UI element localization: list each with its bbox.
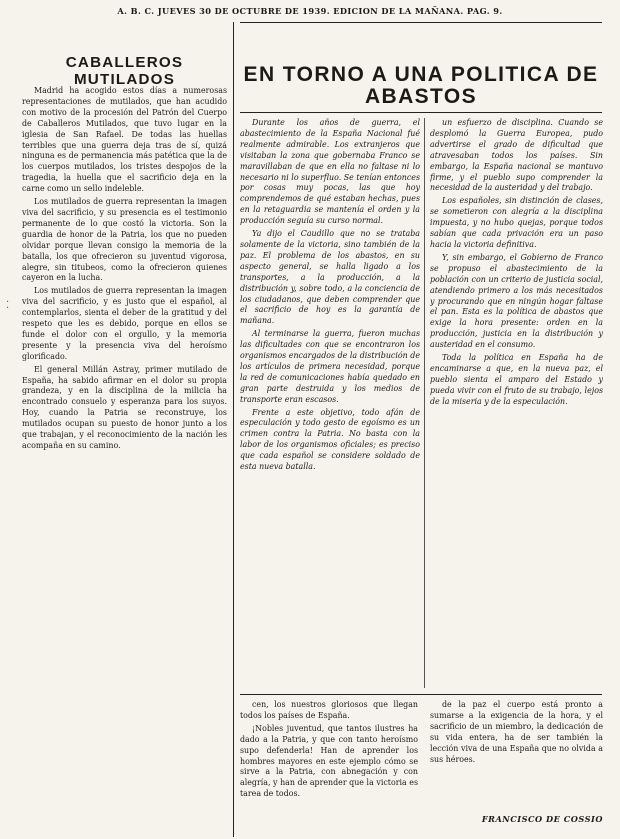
main-article-column-1	[240, 118, 420, 690]
bottom-rule	[240, 694, 602, 695]
left-paragraph: El general Millán Astray, primer mutilado de España, ha sabido afirmar en el dolor su propia grandeza, y en la disciplina de la milicia ha encontrado consuelo y esperanza para los suyos. Hoy, cuando la Patria se reconstruye, los mutilados ocupan su puesto de honor junto a los que trabajan, y el reconocimiento de la nación les acompaña en su camino.	[22, 364, 227, 450]
vertical-rule-left	[233, 22, 234, 837]
left-paragraph: Los mutilados de guerra representan la imagen viva del sacrificio, y su presencia es el testimonio permanente de lo que costó la victoria. Son la guardia de honor de la Patria, los que no pueden olvidar porque llevan consigo la memoria de la batalla, los que ofrecieron su juventud vigorosa, alegre, sin titubeos, como la ofrecieron quienes cayeron en la lucha.	[22, 197, 227, 283]
bottom-column-a	[240, 700, 418, 830]
main-paragraph: Durante los años de guerra, el abastecimiento de la España Nacional fué realmente admirable. Los extranjeros que visitaban la zona que gobernaba Franco se maravillaban de que en ella no faltase ni lo necesario ni lo superfluo. Se tenían entonces por cosas muy pocas, las que hoy comprendemos de qué estaban hechas, pues en la retaguardia se mantenía el orden y la producción seguía su curso normal.	[240, 118, 420, 226]
main-paragraph: Y, sin embargo, el Gobierno de Franco se propuso el abastecimiento de la población con un criterio de justicia social, atendiendo primero a los más necesitados y procurando que en ningún hogar faltase el pan. Esta es la política de abastos que exige la hora presente: orden en la producción, justicia en la distribución y austeridad en el consumo.	[430, 252, 603, 350]
left-paragraph: Madrid ha acogido estos días a numerosas representaciones de mutilados, que han acudido con motivo de la procesión del Patrón del Cuerpo de Caballeros Mutilados, que tuvo lugar en la iglesia de San Rafael. De todas las huellas terribles que una guerra deja tras de sí, quizá ninguna es de permanencia más patética que la de los cuerpos mutilados, los tristes despojos de la tragedia, la huella que el sacrificio deja en la carne como un sello indeleble.	[22, 86, 227, 194]
bottom-column-b	[430, 700, 603, 812]
left-article-body	[22, 86, 227, 832]
main-paragraph: Ya dijo el Caudillo que no se trataba solamente de la victoria, sino también de la paz. El problema de los abastos, en su aspecto general, se halla ligado a los transportes, a la producción, a la distribución y, sobre todo, a la conciencia de los ciudadanos, que deben comprender que el sacrificio de hoy es la garantía de mañana.	[240, 229, 420, 326]
bottom-paragraph: de la paz el cuerpo está pronto a sumarse a la exigencia de la hora, y el sacrificio de un miembro, la dedicación de su vida entera, ha de ser también la lección viva de una España que no olvida a sus héroes.	[430, 700, 603, 764]
main-paragraph: Los españoles, sin distinción de clases, se sometieron con alegría a la disciplina impuesta, y no hubo quejas, porque todos sabían que cada privación era un paso hacia la victoria definitiva.	[430, 196, 603, 249]
bottom-paragraph: cen, los nuestros gloriosos que llegan todos los países de España.	[240, 700, 418, 720]
main-paragraph: Toda la política en España ha de encaminarse a que, en la nueva paz, el pueblo sienta el amparo del Estado y pueda vivir con el fruto de su trabajo, lejos de la miseria y de la especulación.	[430, 353, 603, 406]
main-article-column-2	[430, 118, 603, 690]
headline-top-rule	[240, 22, 602, 23]
vertical-rule-mid	[424, 118, 425, 688]
main-paragraph: Frente a este objetivo, todo afán de especulación y todo gesto de egoísmo es un crimen contra la Patria. No basta con la labor de los organismos oficiales; es preciso que cada español se considere soldado de esta nueva batalla.	[240, 407, 420, 472]
left-paragraph: Los mutilados de guerra representan la imagen viva del sacrificio, y es justo que el español, al contemplarlos, sienta el deber de la gratitud y del respeto que les es debido, porque en ellos se funde el dolor con el orgullo, y la memoria presente y la presencia viva del heroísmo glorificado.	[22, 286, 227, 361]
main-paragraph: un esfuerzo de disciplina. Cuando se desplomó la Guerra Europea, pudo advertirse el grado de dificultad que atravesaban todos los países. Sin embargo, la España nacional se mantuvo firme, y el pueblo supo comprender la necesidad de la austeridad y del trabajo.	[430, 118, 603, 193]
headline-bottom-rule	[240, 112, 602, 113]
author-signature: FRANCISCO DE COSSIO	[481, 814, 603, 824]
bottom-paragraph: ¡Nobles juventud, que tantos ilustres ha dado a la Patria, y que con tanto heroísmo supo defenderla! Han de aprender los hombres mayores en este ejemplo cómo se sirve a la Patria, con abnegación y con alegría, y han de aprender que la victoria es tarea de todos.	[240, 723, 418, 799]
binding-hole-marks: ⁚	[6, 300, 10, 311]
page-header: A. B. C. JUEVES 30 DE OCTUBRE DE 1939. EDICION DE LA MAÑANA. PAG. 9.	[117, 6, 503, 16]
left-article-title: CABALLEROS MUTILADOS	[65, 54, 184, 88]
main-headline: EN TORNO A UNA POLITICA DE ABASTOS	[243, 63, 599, 108]
main-paragraph: Al terminarse la guerra, fueron muchas las dificultades con que se encontraron los organismos encargados de la distribución de los artículos de primera necesidad, porque la red de comunicaciones había quedado en gran parte destruida y los medios de transporte eran escasos.	[240, 329, 420, 404]
